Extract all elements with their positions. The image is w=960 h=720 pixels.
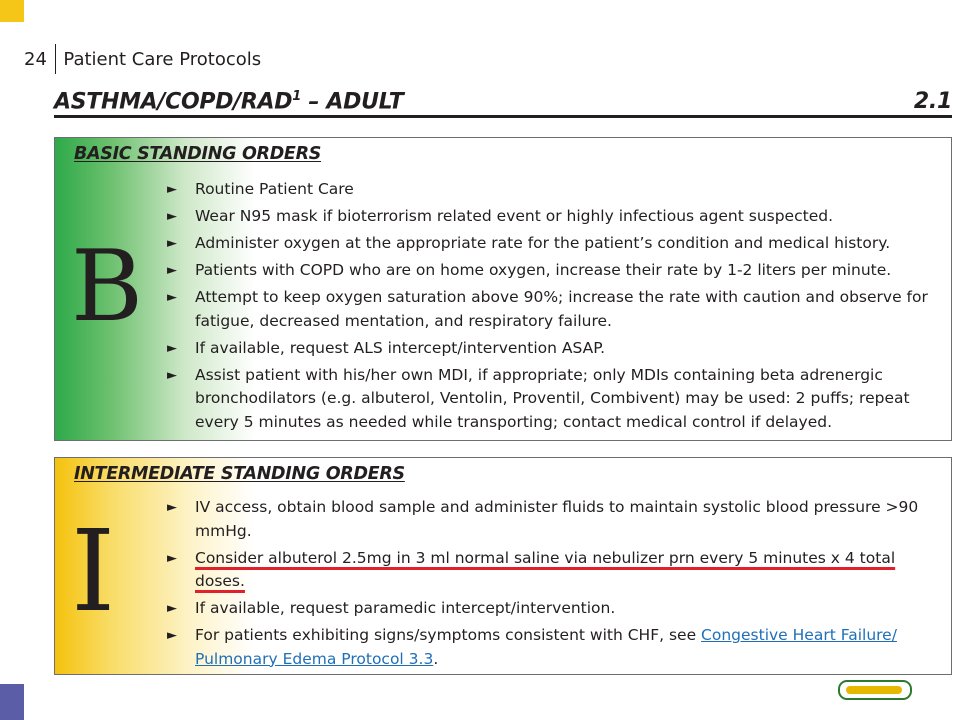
order-text: Assist patient with his/her own MDI, if appropriate; only MDIs containing beta adrenergic bronchodilators (e.g. albuterol, Ventolin, Proventil, Combivent) may be used: 2 puffs; repeat every 5 minutes as needed while transporting; contact medical control if delayed.: [195, 365, 910, 431]
highlighted-order-text: Consider albuterol 2.5mg in 3 ml normal saline via nebulizer prn every 5 minutes x 4 total doses.: [195, 548, 896, 590]
order-text: Attempt to keep oxygen saturation above 90%; increase the rate with caution and observe for fatigue, decreased mentation, and respiratory failure.: [195, 288, 928, 330]
order-text-suffix: .: [433, 649, 439, 668]
bullet-arrow-icon: ►: [167, 263, 177, 278]
footnote-marker: 1: [292, 88, 301, 104]
bullet-arrow-icon: ►: [167, 628, 177, 643]
corner-accent-top: [0, 0, 24, 22]
bullet-arrow-icon: ►: [167, 209, 177, 224]
bullet-arrow-icon: ►: [167, 367, 177, 383]
bullet-arrow-icon: ►: [167, 550, 177, 566]
basic-orders-heading: BASIC STANDING ORDERS: [74, 144, 322, 164]
protocol-title-suffix: – ADULT: [301, 89, 404, 114]
order-text: If available, request ALS intercept/intervention ASAP.: [195, 338, 606, 357]
logo-badge: [838, 680, 912, 700]
list-item: [167, 286, 947, 333]
order-text-prefix: For patients exhibiting signs/symptoms consistent with CHF, see: [195, 626, 702, 644]
protocol-title-text: ASTHMA/COPD/RAD: [54, 89, 293, 114]
intermediate-orders-heading: INTERMEDIATE STANDING ORDERS: [74, 464, 405, 484]
order-text: Patients with COPD who are on home oxygen, increase their rate by 1-2 liters per minute.: [195, 261, 892, 279]
protocol-title-bar: [54, 86, 952, 118]
list-item: [167, 337, 947, 361]
list-item: [167, 496, 947, 543]
basic-orders-list: [167, 178, 947, 438]
list-item: [167, 624, 947, 671]
list-item: [167, 178, 947, 202]
list-item: [167, 597, 947, 621]
bullet-arrow-icon: ►: [167, 500, 177, 515]
level-letter-b: B: [71, 230, 144, 344]
bullet-arrow-icon: ►: [167, 340, 177, 356]
intermediate-orders-list: [167, 496, 947, 675]
list-item: [167, 232, 947, 256]
order-text: Wear N95 mask if bioterrorism related event or highly infectious agent suspected.: [195, 207, 833, 225]
chf-protocol-link[interactable]: Congestive Heart Failure/ Pulmonary Edema Protocol 3.3: [195, 626, 897, 668]
intermediate-standing-orders: [54, 457, 952, 675]
logo-badge-fill: [846, 686, 902, 694]
bullet-arrow-icon: ►: [167, 182, 177, 197]
order-text: If available, request paramedic intercept/intervention.: [195, 599, 616, 617]
order-text: IV access, obtain blood sample and administer fluids to maintain systolic blood pressure >90 mmHg.: [195, 498, 919, 540]
bullet-arrow-icon: ►: [167, 601, 177, 616]
protocol-title: [54, 89, 403, 114]
order-text: Routine Patient Care: [195, 180, 354, 198]
header-title: Patient Care Protocols: [63, 48, 262, 70]
list-item: [167, 364, 947, 435]
level-letter-i: I: [71, 507, 116, 637]
bullet-arrow-icon: ►: [167, 236, 177, 251]
list-item: [167, 205, 947, 229]
basic-standing-orders: [54, 137, 952, 441]
corner-accent-bottom: [0, 684, 24, 720]
bullet-arrow-icon: ►: [167, 290, 177, 305]
list-item: [167, 547, 947, 594]
list-item: [167, 259, 947, 283]
page-header: [24, 44, 261, 74]
order-text: Administer oxygen at the appropriate rate for the patient’s condition and medical history.: [195, 234, 891, 252]
page-number: 24: [24, 48, 47, 70]
protocol-number: 2.1: [913, 89, 952, 114]
